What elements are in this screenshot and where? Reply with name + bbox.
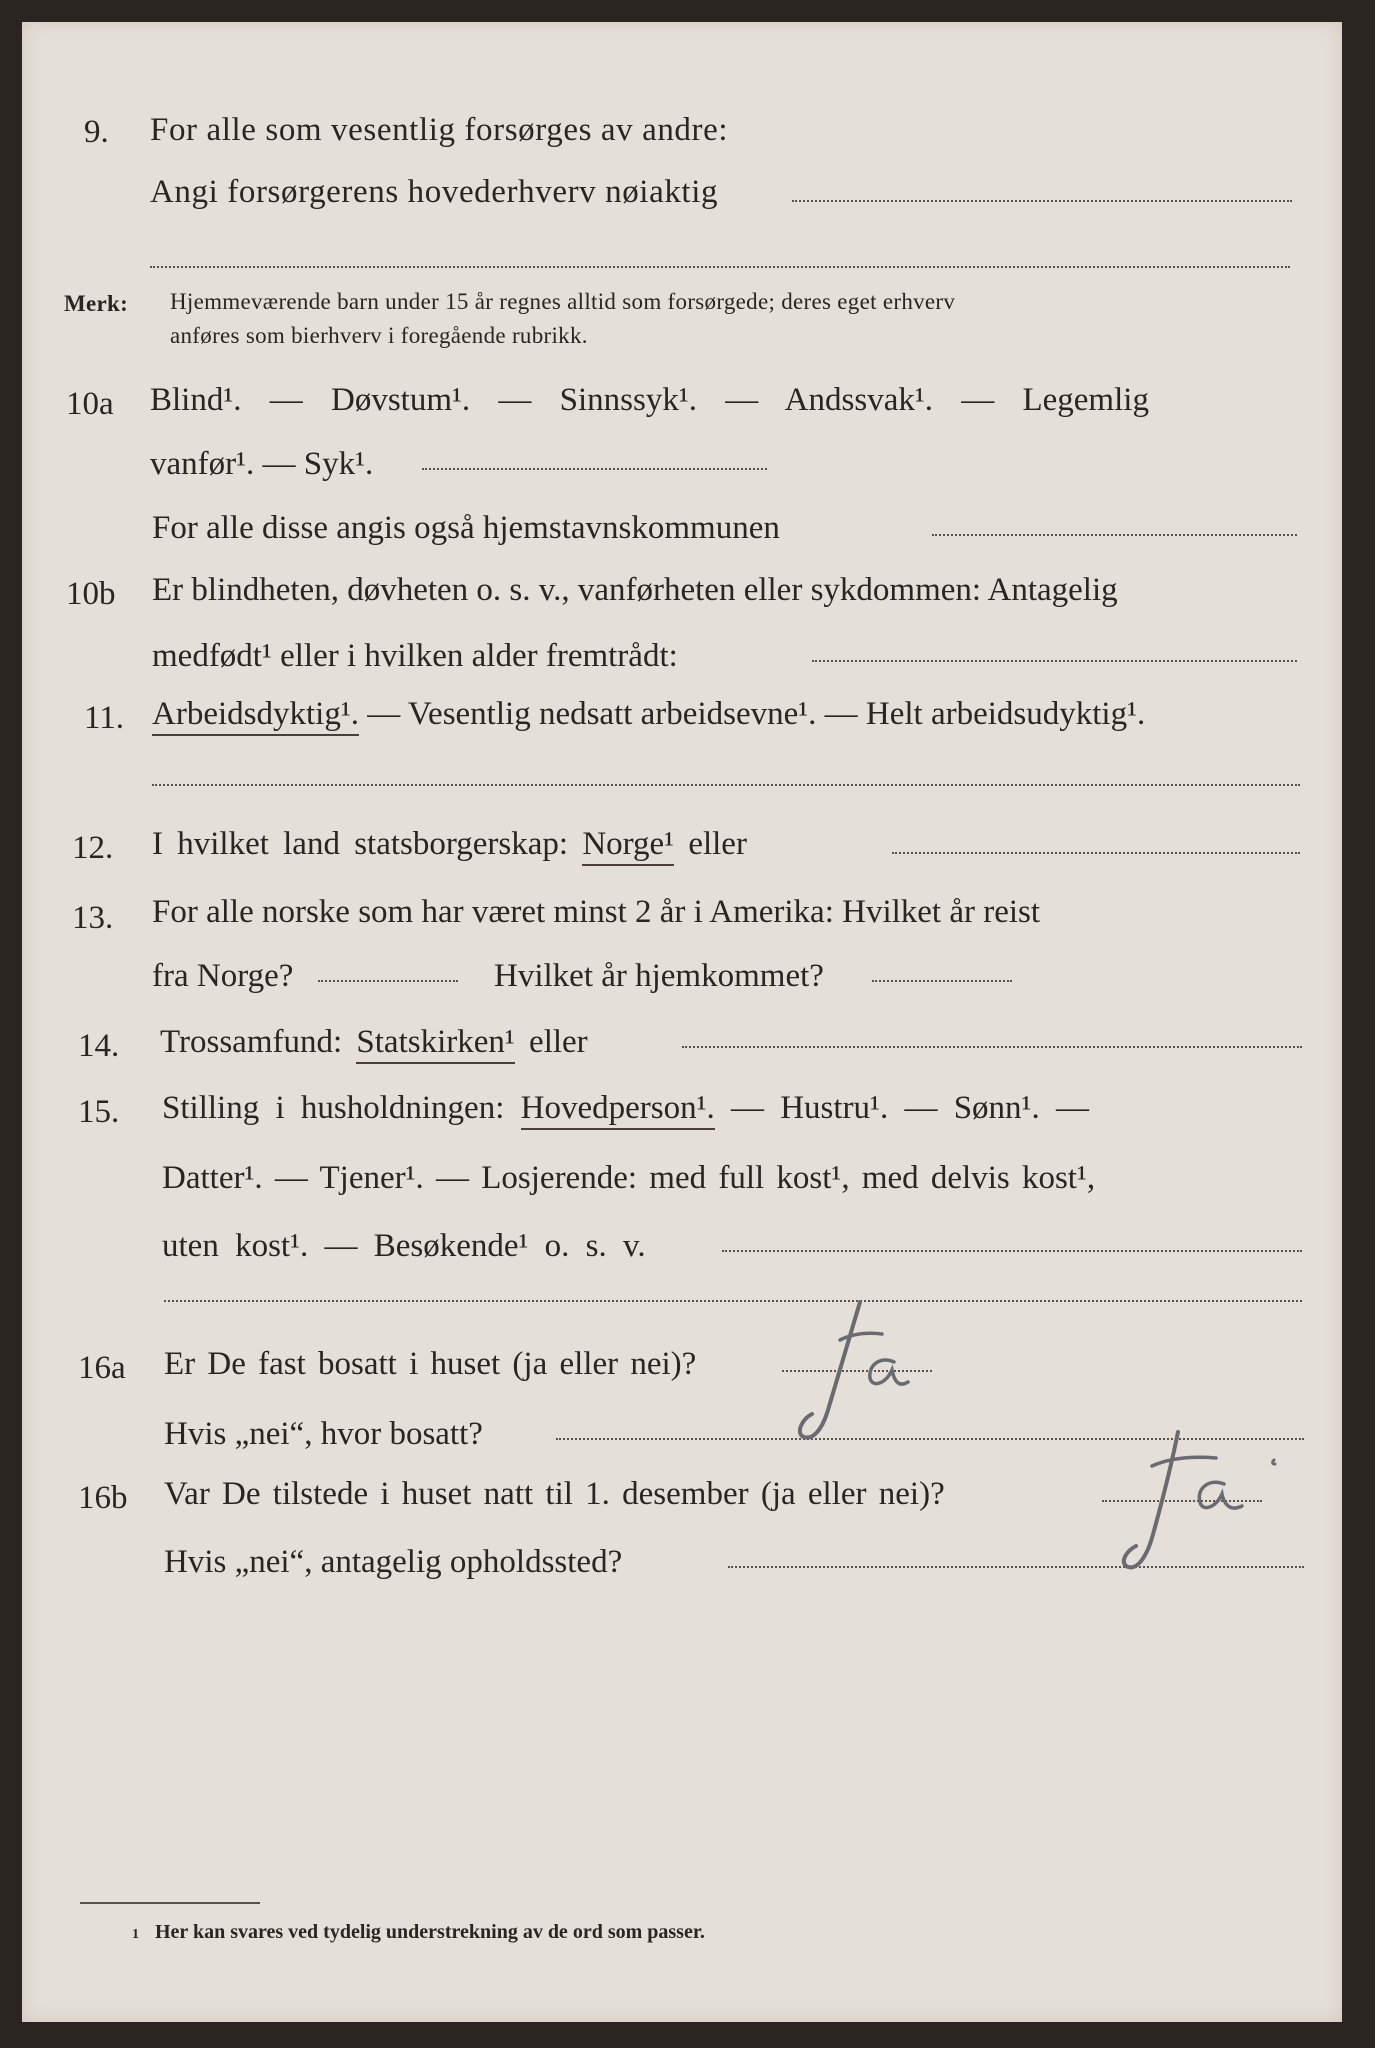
q15-answer-line-2 bbox=[164, 1300, 1302, 1302]
q9-answer-line bbox=[792, 200, 1292, 202]
q16a-handwritten-answer bbox=[782, 1290, 952, 1460]
q12-option-underlined: Norge¹ bbox=[582, 826, 674, 866]
q10b-answer-line bbox=[812, 660, 1297, 662]
q13-return-line bbox=[872, 980, 1012, 982]
q13-return: Hvilket år hjemkommet? bbox=[494, 958, 824, 994]
q9-sub-question: Angi forsørgerens hovederhverv nøiaktig bbox=[150, 174, 719, 210]
q9-answer-line-2 bbox=[150, 266, 1290, 268]
q10a-number: 10a bbox=[66, 386, 114, 422]
merk-note-line2: anføres som bierhverv i foregående rubrikk. bbox=[170, 323, 588, 348]
merk-note-line1: Hjemmeværende barn under 15 år regnes alltid som forsørgede; deres eget erhverv bbox=[170, 289, 956, 314]
q11-number: 11. bbox=[84, 700, 125, 736]
q16a-number: 16a bbox=[78, 1350, 126, 1386]
footnote-text: Her kan svares ved tydelig understrekning av de ord som passer. bbox=[155, 1921, 705, 1943]
q15-options-line2: Datter¹. — Tjener¹. — Losjerende: med full kost¹, med delvis kost¹, bbox=[162, 1160, 1096, 1196]
q16a-question: Er De fast bosatt i huset (ja eller nei)? bbox=[164, 1346, 697, 1382]
q14-answer-line bbox=[682, 1046, 1302, 1048]
q12-answer-line bbox=[892, 852, 1300, 854]
footnote bbox=[132, 1922, 705, 1942]
q10b-question-cont: medfødt¹ eller i hvilken alder fremtrådt: bbox=[152, 638, 678, 674]
footnote-marker: 1 bbox=[132, 1927, 139, 1942]
q14-option-underlined: Statskirken¹ bbox=[356, 1024, 514, 1064]
q15-question bbox=[162, 1092, 1089, 1125]
q13-departure-line bbox=[318, 980, 458, 982]
q13-departure: fra Norge? bbox=[152, 958, 294, 994]
q16b-number: 16b bbox=[78, 1480, 128, 1516]
q12-suffix: eller bbox=[674, 826, 747, 862]
merk-label: Merk: bbox=[64, 291, 129, 316]
q10a-question-cont: vanfør¹. — Syk¹. bbox=[150, 446, 374, 482]
q10b-question: Er blindheten, døvheten o. s. v., vanførheten eller sykdommen: Antagelig bbox=[152, 572, 1118, 608]
q15-other-options: — Hustru¹. — Sønn¹. — bbox=[714, 1090, 1089, 1126]
q15-options-line3: uten kost¹. — Besøkende¹ o. s. v. bbox=[162, 1228, 646, 1264]
q11-question bbox=[152, 698, 1145, 731]
q14-prefix: Trossamfund: bbox=[160, 1024, 357, 1060]
q15-answer-line bbox=[722, 1250, 1302, 1252]
q9-number: 9. bbox=[84, 114, 109, 150]
q16b-followup: Hvis „nei“, antagelig opholdssted? bbox=[164, 1544, 623, 1580]
footnote-rule bbox=[80, 1902, 260, 1904]
q14-question bbox=[160, 1026, 588, 1059]
q15-prefix: Stilling i husholdningen: bbox=[162, 1090, 521, 1126]
q10a-answer-line bbox=[422, 468, 767, 470]
q10a-home-municipality: For alle disse angis også hjemstavnskommunen bbox=[152, 510, 780, 546]
q11-option-underlined: Arbeidsdyktig¹. bbox=[152, 696, 359, 736]
q12-number: 12. bbox=[72, 830, 114, 866]
q10a-municipality-line bbox=[932, 534, 1297, 536]
q16b-handwritten-answer bbox=[1092, 1422, 1312, 1592]
q9-question: For alle som vesentlig forsørges av andre: bbox=[150, 112, 729, 148]
q14-suffix: eller bbox=[514, 1024, 588, 1060]
q13-number: 13. bbox=[72, 900, 114, 936]
q12-prefix: I hvilket land statsborgerskap: bbox=[152, 826, 583, 862]
q11-answer-line bbox=[152, 784, 1300, 786]
q14-number: 14. bbox=[78, 1028, 120, 1064]
q16a-followup: Hvis „nei“, hvor bosatt? bbox=[164, 1416, 483, 1452]
q11-other-options: — Vesentlig nedsatt arbeidsevne¹. — Helt arbeidsudyktig¹. bbox=[358, 696, 1146, 732]
q12-question bbox=[152, 828, 747, 861]
form-page bbox=[22, 22, 1342, 2022]
q15-number: 15. bbox=[78, 1094, 120, 1130]
q13-question: For alle norske som har været minst 2 år i Amerika: Hvilket år reist bbox=[152, 894, 1041, 930]
q10a-question: Blind¹. — Døvstum¹. — Sinnssyk¹. — Andssvak¹. — Legemlig bbox=[150, 382, 1149, 418]
q10b-number: 10b bbox=[66, 576, 116, 612]
q15-option-underlined: Hovedperson¹. bbox=[521, 1090, 715, 1130]
q16b-question: Var De tilstede i huset natt til 1. desember (ja eller nei)? bbox=[164, 1476, 945, 1512]
